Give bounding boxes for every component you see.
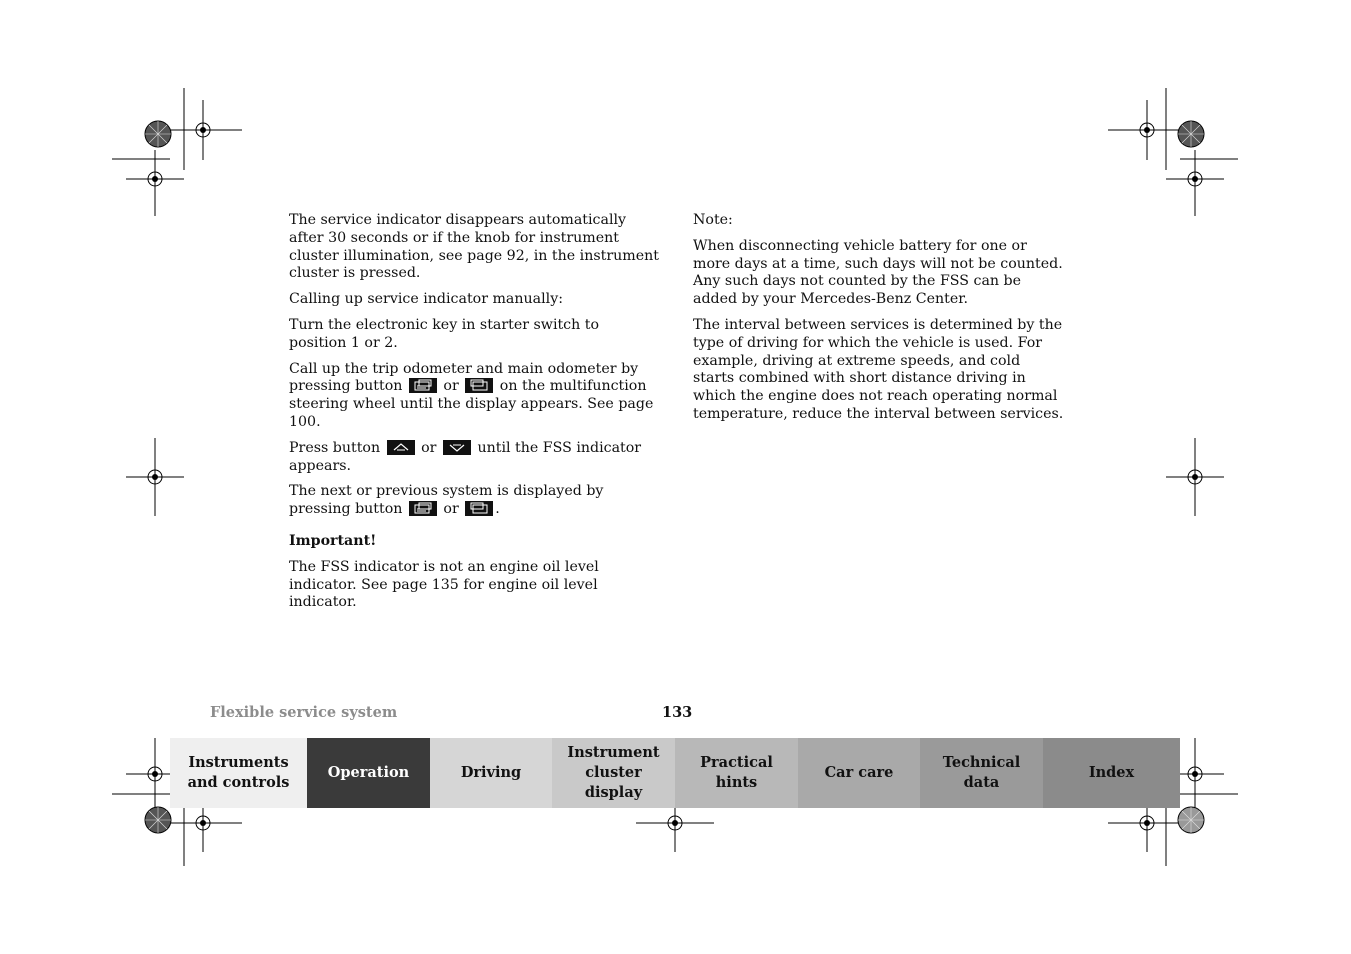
paragraph-battery-disconnect: When disconnecting vehicle battery for one or more days at a time, such days will not be counted. Any such days not counted by the FSS can be added by your Mercedes-Benz Center. bbox=[693, 237, 1063, 308]
text-segment: . bbox=[495, 501, 500, 518]
chapter-tab-bar bbox=[170, 738, 1180, 808]
tab-label: Driving bbox=[460, 764, 522, 781]
right-column bbox=[693, 212, 1065, 432]
paragraph-call-odometer bbox=[289, 361, 659, 432]
arrow-up-icon bbox=[387, 440, 415, 455]
text-segment: on the multifunction steering wheel until the display appears. See page 100. bbox=[289, 378, 654, 430]
paragraph-press-button bbox=[289, 440, 659, 476]
text-segment: or bbox=[443, 501, 459, 518]
text-segment: Press button bbox=[289, 439, 381, 456]
text-segment: Call up the trip odometer and main odometer by pressing button bbox=[289, 360, 639, 395]
tab-practical-hints[interactable] bbox=[675, 738, 798, 808]
arrow-down-icon bbox=[443, 440, 471, 455]
footer-section-title: Flexible service system bbox=[210, 704, 398, 721]
tab-instrument-cluster-display[interactable] bbox=[552, 738, 675, 808]
display-prev-icon bbox=[465, 378, 493, 393]
display-next-icon bbox=[409, 378, 437, 393]
text-segment: until the FSS indicator appears. bbox=[289, 439, 642, 474]
text-segment: or bbox=[421, 439, 437, 456]
page-number: 133 bbox=[662, 704, 693, 721]
tab-driving[interactable] bbox=[430, 738, 552, 808]
tab-label: Instruments and controls bbox=[187, 754, 290, 791]
tab-index[interactable] bbox=[1043, 738, 1180, 808]
paragraph-next-system bbox=[289, 483, 659, 519]
display-next-icon bbox=[409, 501, 437, 516]
text-segment: or bbox=[443, 378, 459, 395]
tab-label: Instrument cluster display bbox=[567, 744, 660, 801]
display-prev-icon bbox=[465, 501, 493, 516]
note-label: Note: bbox=[693, 212, 733, 228]
important-heading: Important! bbox=[289, 532, 377, 549]
paragraph-calling-up: Calling up service indicator manually: bbox=[289, 291, 563, 308]
text-segment: The next or previous system is displayed by pressing button bbox=[289, 483, 604, 518]
tab-operation[interactable] bbox=[307, 738, 430, 808]
tab-label: Practical hints bbox=[700, 754, 773, 791]
tab-label: Operation bbox=[327, 764, 410, 781]
tab-technical-data[interactable] bbox=[920, 738, 1043, 808]
left-column bbox=[289, 212, 659, 620]
tab-label: Car care bbox=[824, 764, 894, 781]
tab-label: Index bbox=[1088, 764, 1135, 781]
paragraph-turn-key: Turn the electronic key in starter switch to position 1 or 2. bbox=[289, 316, 600, 351]
paragraph-service-interval: The interval between services is determined by the type of driving for which the vehicle is used. For example, driving at extreme speeds, and cold starts combined with short distance driving in which the engine does not reach operating normal temperature, reduce the interval between services. bbox=[693, 316, 1064, 422]
paragraph-oil-indicator: The FSS indicator is not an engine oil level indicator. See page 135 for engine oil level indicator. bbox=[289, 558, 599, 611]
tab-label: Technical data bbox=[942, 754, 1021, 791]
tab-car-care[interactable] bbox=[798, 738, 920, 808]
paragraph-auto-disappear: The service indicator disappears automatically after 30 seconds or if the knob for instrument cluster illumination, see page 92, in the instrument cluster is pressed. bbox=[289, 212, 659, 282]
tab-instruments-and-controls[interactable] bbox=[170, 738, 307, 808]
